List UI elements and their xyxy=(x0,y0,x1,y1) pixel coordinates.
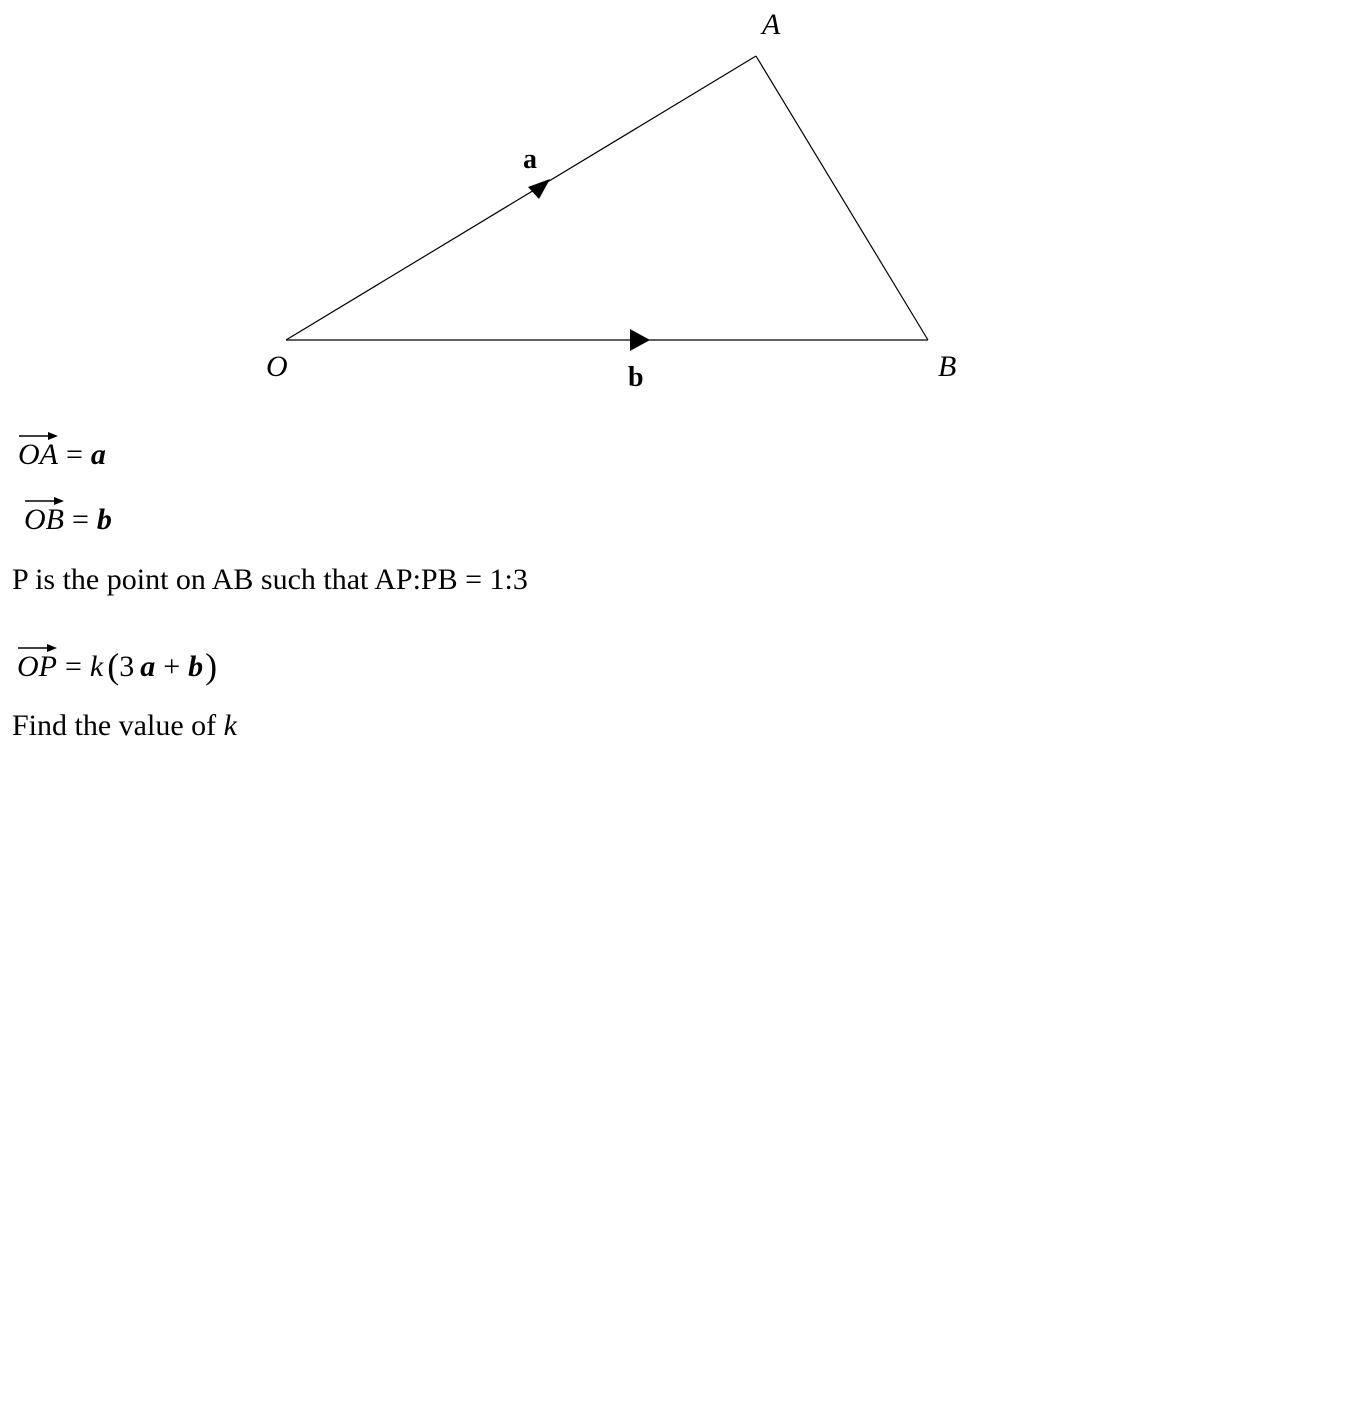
question-text xyxy=(12,711,237,741)
vector-arrow-icon xyxy=(24,496,64,506)
vector-op xyxy=(17,652,57,682)
question-prompt: Find the value of xyxy=(12,709,217,742)
vector-label-b: b xyxy=(628,362,644,393)
equals-sign: = xyxy=(72,503,89,536)
vector-arrow-icon xyxy=(17,643,57,653)
vector-ob xyxy=(24,505,64,535)
vector-oa xyxy=(18,440,58,470)
edge-ab xyxy=(756,56,928,340)
vector-a-symbol: a xyxy=(90,438,106,471)
arrowhead-a-icon xyxy=(528,179,550,199)
plus-sign: + xyxy=(163,650,181,683)
vector-arrow-icon xyxy=(18,431,58,441)
vector-ob-text: OB xyxy=(24,503,64,536)
open-paren: ( xyxy=(107,646,120,686)
edge-oa xyxy=(286,56,756,340)
vector-b-symbol: b xyxy=(188,650,204,683)
vector-b-symbol: b xyxy=(96,503,112,536)
close-paren: ) xyxy=(205,646,218,686)
point-label-a: A xyxy=(762,8,781,41)
triangle-diagram xyxy=(0,0,1350,400)
vector-a-symbol: a xyxy=(140,650,156,683)
coefficient-three: 3 xyxy=(119,650,135,683)
statement-oa xyxy=(18,440,106,470)
point-label-o: O xyxy=(266,350,288,383)
statement-ob xyxy=(24,505,112,535)
statement-op xyxy=(17,648,217,684)
vector-op-text: OP xyxy=(17,650,57,683)
vector-oa-text: OA xyxy=(18,438,58,471)
scalar-k: k xyxy=(89,650,104,683)
equals-sign: = xyxy=(65,650,82,683)
point-label-b: B xyxy=(938,350,957,383)
question-variable-k: k xyxy=(223,709,237,742)
arrowhead-b-icon xyxy=(630,329,650,351)
equals-sign: = xyxy=(66,438,83,471)
statement-point-p: P is the point on AB such that AP:PB = 1:3 xyxy=(12,563,528,596)
vector-label-a: a xyxy=(523,144,537,175)
